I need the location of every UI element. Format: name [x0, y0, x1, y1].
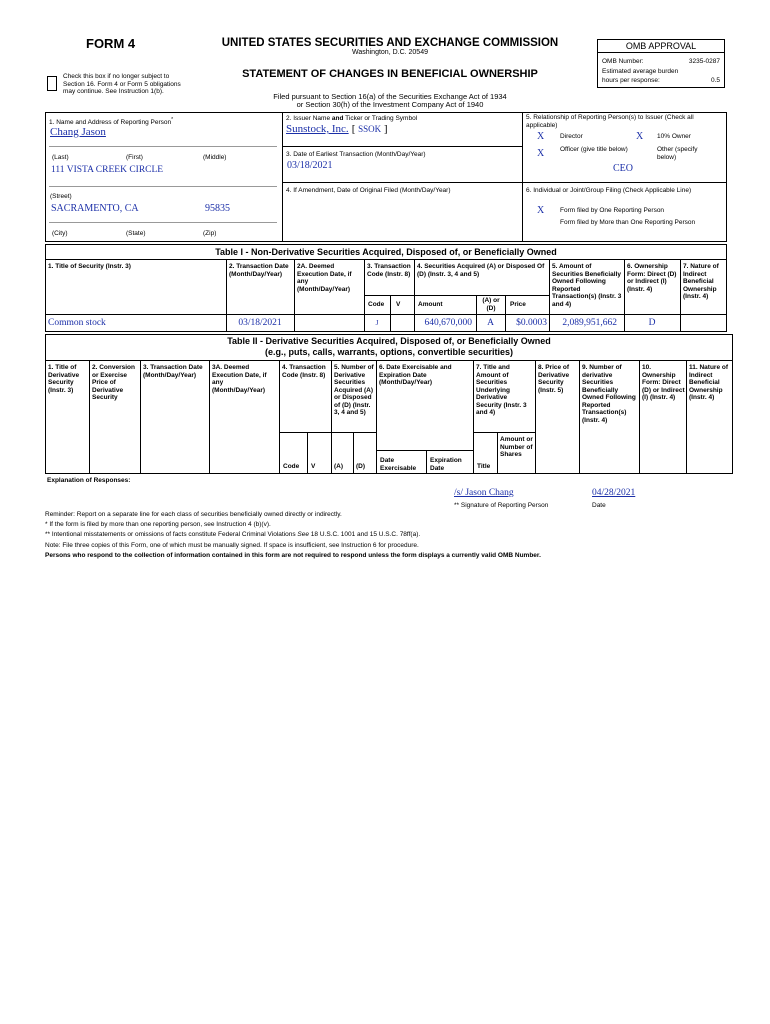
t2-sub-expiration: Expiration Date	[430, 457, 462, 472]
more-persons-label: Form filed by More than One Reporting Person	[560, 219, 696, 226]
box6-label: 6. Individual or Joint/Group Filing (Check Applicable Line)	[526, 187, 692, 194]
filed-pursuant-line-1: Filed pursuant to Section 16(a) of the Securities Exchange Act of 1934	[273, 92, 507, 101]
t2-sub-code: Code	[283, 463, 300, 470]
street-address-value[interactable]: 111 VISTA CREEK CIRCLE	[51, 165, 164, 175]
t2-h6: 6. Date Exercisable and Expiration Date (Month/Day/Year)	[379, 364, 452, 386]
omb-number-label: OMB Number:	[602, 58, 644, 65]
t1-sub-price: Price	[510, 301, 526, 308]
box5-label: 5. Relationship of Reporting Person(s) to Issuer (Check all applicable)	[526, 114, 694, 129]
footnote-copies: Note: File three copies of this Form, one of which must be manually signed. If space is insufficient, see Instruction 6 for procedure.	[45, 542, 419, 549]
signature-value[interactable]: /s/ Jason Chang	[454, 488, 514, 498]
t1-h7: 7. Nature of Indirect Beneficial Ownership (Instr. 4)	[683, 263, 719, 300]
box4-label: 4. If Amendment, Date of Original Filed (Month/Day/Year)	[286, 187, 451, 194]
ten-percent-owner-label: 10% Owner	[657, 133, 691, 140]
ticker-symbol[interactable]: SSOK	[358, 124, 382, 134]
t2-h1: 1. Title of Derivative Security (Instr. 3)	[48, 364, 80, 394]
ticker-bracket-close: ]	[381, 123, 388, 135]
t2-h2: 2. Conversion or Exercise Price of Derivative Security	[92, 364, 135, 401]
t2-sub-a: (A)	[334, 463, 344, 470]
t1-row-amount: 640,670,000	[424, 318, 472, 328]
issuer-line	[286, 123, 388, 135]
t2-h9: 9. Number of derivative Securities Beneficially Owned Following Reported Transaction(s) (Instr. 4)	[582, 364, 636, 424]
t2-h7: 7. Title and Amount of Securities Underlying Derivative Security (Instr. 3 and 4)	[476, 364, 527, 416]
director-check[interactable]: X	[537, 131, 545, 142]
box1-label: 1. Name and Address of Reporting Person*	[49, 117, 174, 127]
t1-h2a: 2A. Deemed Execution Date, if any (Month/Day/Year)	[297, 263, 352, 293]
t2-sub-d: (D)	[356, 463, 366, 470]
issuer-name[interactable]: Sunstock, Inc.	[286, 123, 349, 135]
t1-sub-amount: Amount	[418, 301, 443, 308]
zip-value[interactable]: 95835	[205, 203, 230, 214]
t2-h3a: 3A. Deemed Execution Date, if any (Month/Day/Year)	[212, 364, 267, 394]
t2-h4: 4. Transaction Code (Instr. 8)	[282, 364, 326, 379]
signature-date[interactable]: 04/28/2021	[592, 488, 636, 498]
t1-row-owned: 2,089,951,662	[562, 318, 617, 328]
checkbox-instruction-text: Check this box if no longer subject to Section 16. Form 4 or Form 5 obligations may continue. See Instruction 1(b).	[63, 73, 181, 95]
last-name-label: (Last)	[52, 154, 69, 161]
t1-sub-code: Code	[368, 301, 385, 308]
signature-label: ** Signature of Reporting Person	[454, 502, 549, 509]
city-label: (City)	[52, 230, 68, 237]
middle-name-label: (Middle)	[203, 154, 227, 161]
omb-notice: Persons who respond to the collection of information contained in this form are not required to respond unless the form displays a currently valid OMB Number.	[45, 552, 541, 559]
box2-label: 2. Issuer Name and Ticker or Trading Symbol	[286, 115, 418, 122]
t1-h2: 2. Transaction Date (Month/Day/Year)	[229, 263, 289, 278]
earliest-transaction-date[interactable]: 03/18/2021	[287, 160, 333, 171]
explanation-of-responses: Explanation of Responses:	[47, 477, 131, 484]
statement-title: STATEMENT OF CHANGES IN BENEFICIAL OWNERSHIP	[242, 68, 538, 80]
omb-burden-label: Estimated average burden	[602, 68, 679, 75]
omb-approval-box	[597, 39, 725, 88]
first-name-label: (First)	[126, 154, 143, 161]
t1-row-price: $0.0003	[516, 318, 547, 328]
one-person-label: Form filed by One Reporting Person	[560, 207, 665, 214]
table-2-subtitle: (e.g., puts, calls, warrants, options, convertible securities)	[264, 347, 514, 357]
one-person-check[interactable]: X	[537, 205, 545, 216]
footnote-violations: ** Intentional misstatements or omissions of facts constitute Federal Criminal Violations See 18 U.S.C. 1001 and 15 U.S.C. 78ff(a).	[45, 531, 421, 538]
state-label: (State)	[126, 230, 146, 237]
form-title: FORM 4	[86, 36, 136, 51]
t1-sub-aord: (A) or (D)	[482, 297, 500, 312]
t1-row-form: D	[648, 318, 656, 328]
officer-title[interactable]: CEO	[613, 163, 633, 174]
omb-hours-label: hours per response:	[602, 77, 660, 84]
t1-row-code: J	[375, 319, 379, 327]
city-state-value[interactable]: SACRAMENTO, CA	[51, 203, 139, 214]
t2-sub-title: Title	[477, 463, 491, 470]
t2-h3: 3. Transaction Date (Month/Day/Year)	[143, 364, 203, 379]
street-label: (Street)	[50, 193, 72, 200]
t1-row-date: 03/18/2021	[238, 318, 282, 328]
t2-h10: 10. Ownership Form: Direct (D) or Indirect (I) (Instr. 4)	[642, 364, 685, 401]
zip-label: (Zip)	[203, 230, 217, 237]
date-label: Date	[592, 502, 606, 509]
omb-number-value: 3235-0287	[688, 58, 720, 65]
t2-sub-amount: Amount or Number of Shares	[500, 436, 533, 458]
omb-hours-value: 0.5	[710, 77, 720, 84]
officer-label: Officer (give title below)	[560, 146, 628, 153]
t1-sub-v: V	[396, 301, 401, 308]
t1-h6: 6. Ownership Form: Direct (D) or Indirect (I) (Instr. 4)	[627, 263, 677, 293]
t1-row-title: Common stock	[48, 318, 106, 328]
ticker-bracket-open: [	[351, 123, 359, 135]
agency-title: UNITED STATES SECURITIES AND EXCHANGE COMMISSION	[221, 37, 559, 49]
t1-row-aord: A	[487, 318, 494, 328]
omb-title: OMB APPROVAL	[625, 41, 697, 51]
reminder-note: Reminder: Report on a separate line for each class of securities beneficially owned directly or indirectly.	[45, 511, 342, 518]
other-label: Other (specify below)	[657, 146, 698, 161]
filed-pursuant-line-2: or Section 30(h) of the Investment Company Act of 1940	[296, 100, 484, 109]
t2-sub-exercisable: Date Exercisable	[380, 457, 417, 472]
t1-h5: 5. Amount of Securities Beneficially Owned Following Reported Transaction(s) (Instr. 3 and 4)	[552, 263, 622, 308]
footnote-multiple-persons: * If the form is filed by more than one reporting person, see Instruction 4 (b)(v).	[45, 521, 271, 528]
officer-check[interactable]: X	[537, 148, 545, 159]
director-label: Director	[560, 133, 583, 140]
table-1-title: Table I - Non-Derivative Securities Acquired, Disposed of, or Beneficially Owned	[215, 247, 557, 257]
t2-h5: 5. Number of Derivative Securities Acquired (A) or Disposed of (D) (Instr. 3, 4 and 5)	[334, 364, 374, 416]
t2-h8: 8. Price of Derivative Security (Instr. 5)	[538, 364, 570, 394]
t1-h3: 3. Transaction Code (Instr. 8)	[367, 263, 411, 278]
t2-h11: 11. Nature of Indirect Beneficial Ownership (Instr. 4)	[689, 364, 729, 401]
t1-h4: 4. Securities Acquired (A) or Disposed Of (D) (Instr. 3, 4 and 5)	[417, 263, 545, 278]
no-longer-subject-checkbox[interactable]	[47, 76, 57, 91]
agency-location: Washington, D.C. 20549	[351, 49, 428, 56]
ten-percent-owner-check[interactable]: X	[636, 131, 644, 142]
reporting-person-name[interactable]: Chang Jason	[50, 126, 106, 138]
t1-h1: 1. Title of Security (Instr. 3)	[48, 263, 131, 270]
table-2-title: Table II - Derivative Securities Acquired, Disposed of, or Beneficially Owned	[227, 336, 551, 346]
t2-sub-v: V	[311, 463, 316, 470]
box3-label: 3. Date of Earliest Transaction (Month/Day/Year)	[286, 151, 426, 158]
